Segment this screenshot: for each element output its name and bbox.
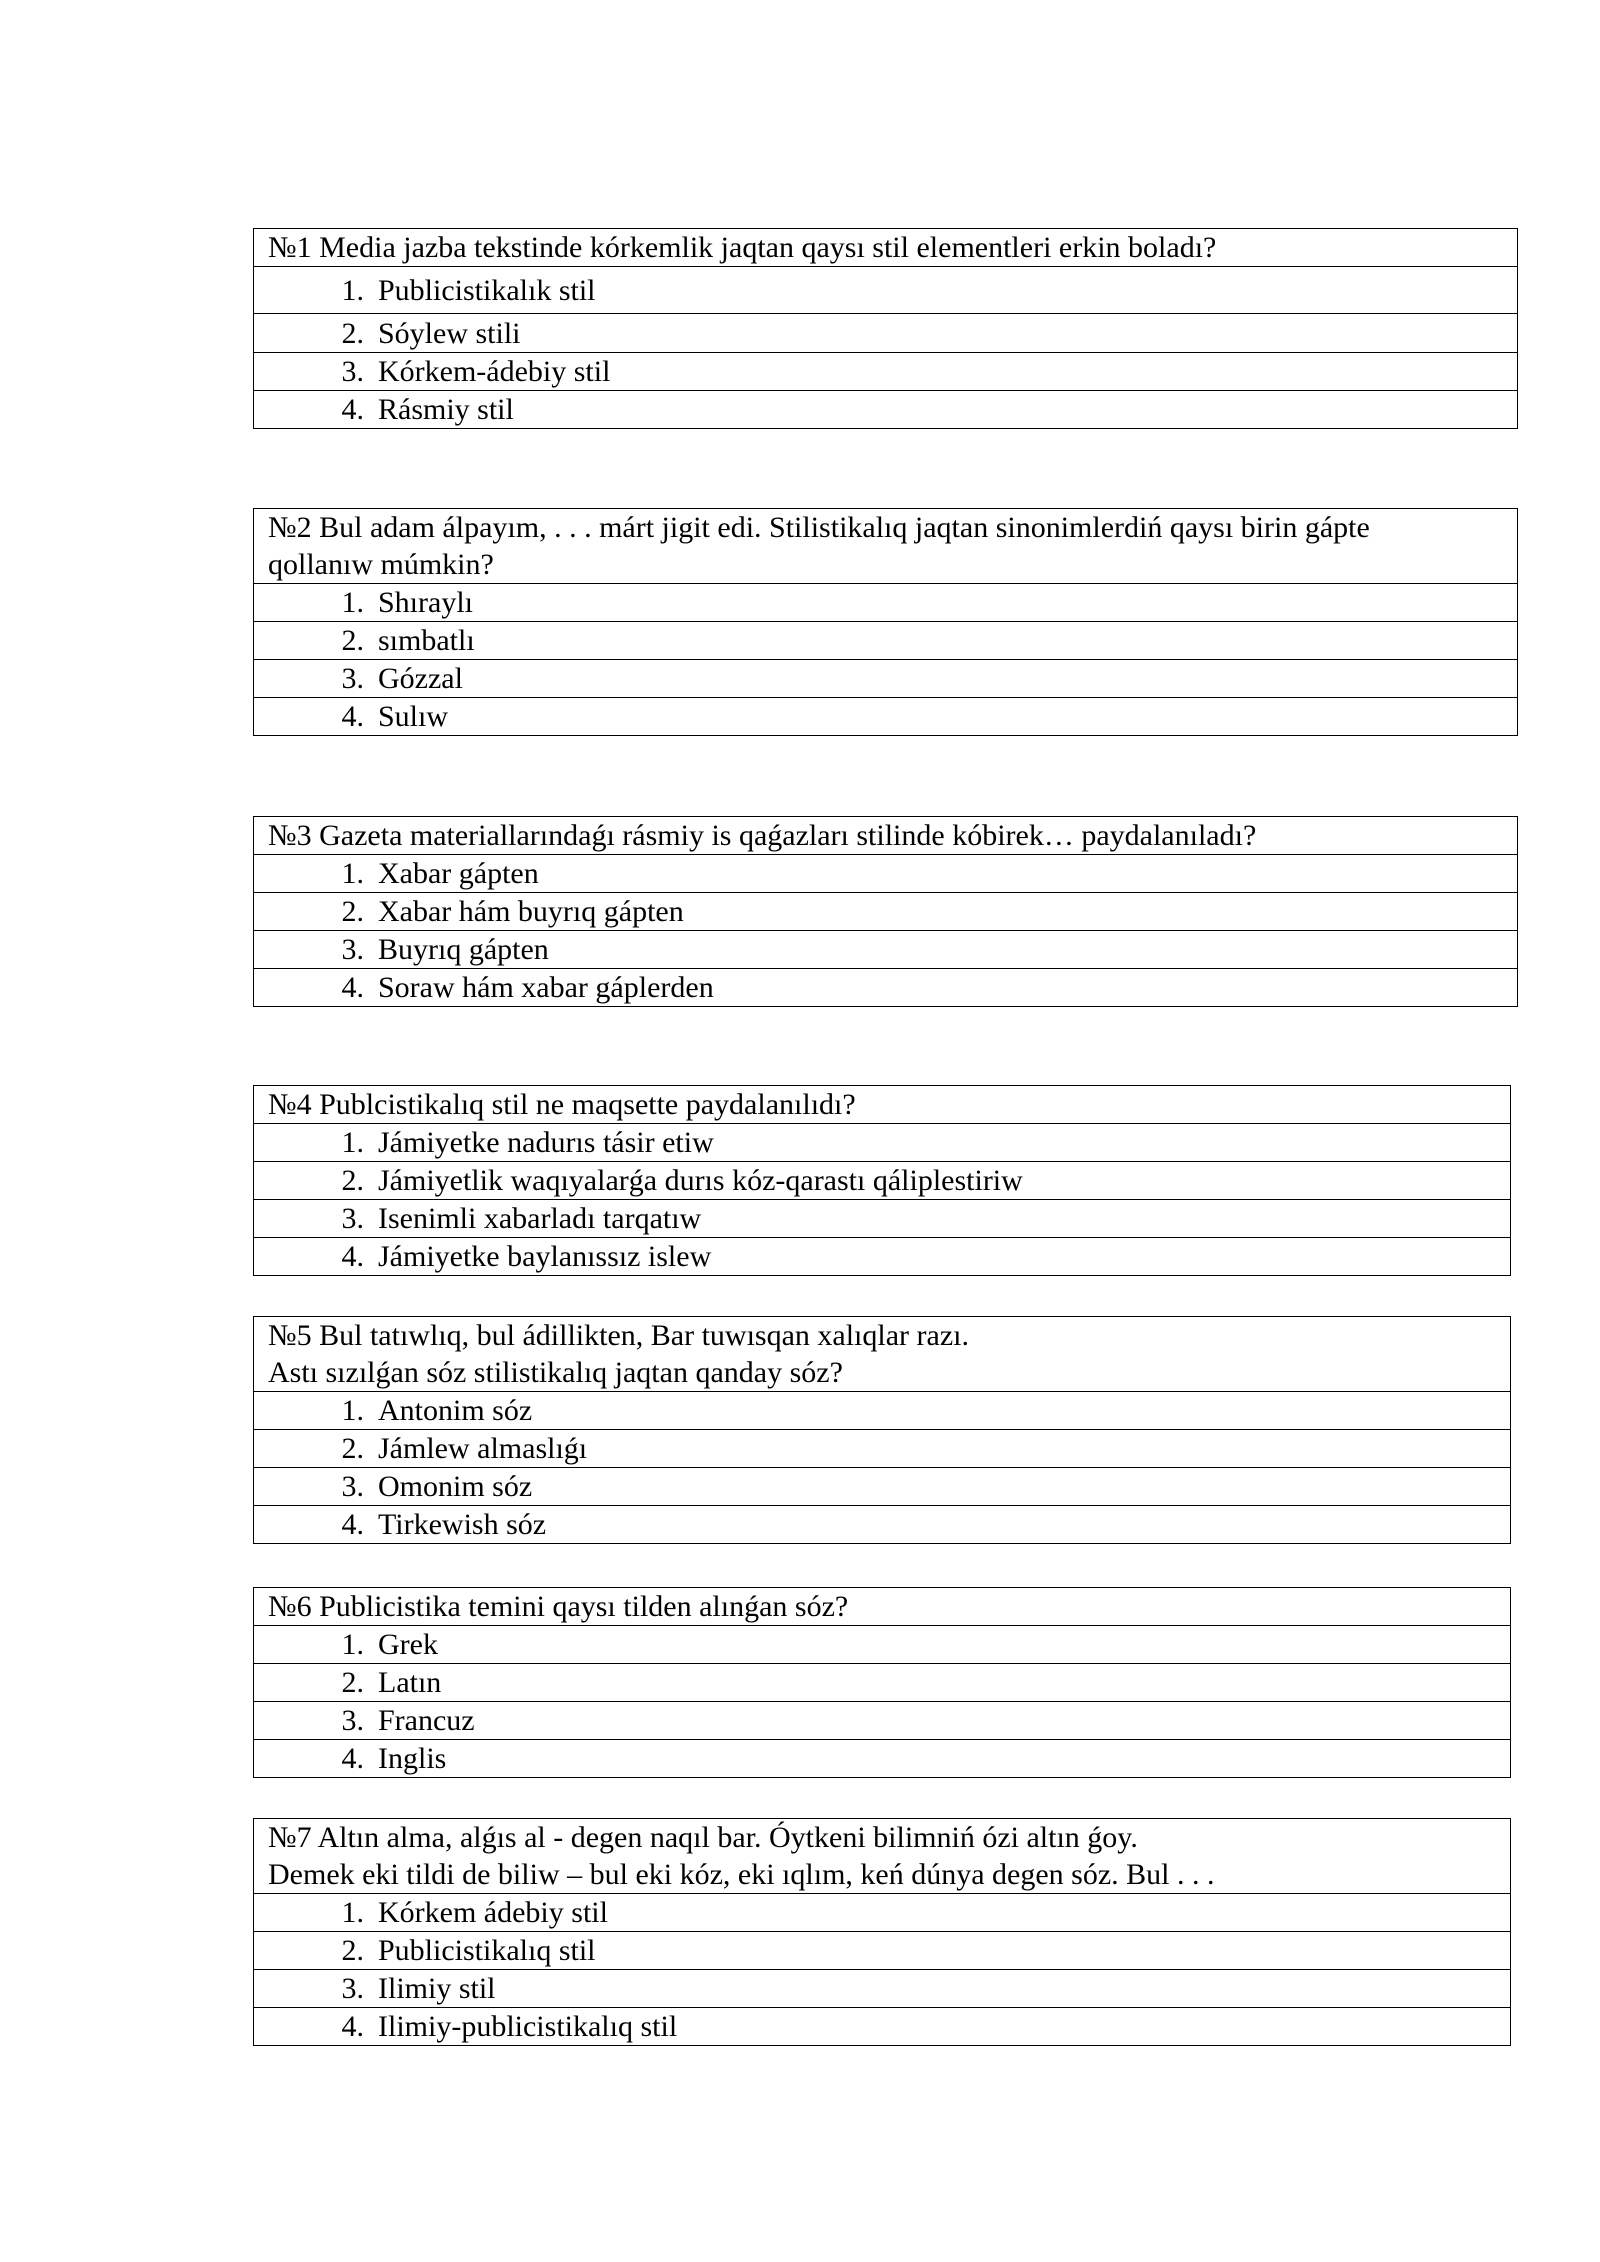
- option-number: 1.: [341, 1628, 364, 1661]
- answer-option-2[interactable]: [254, 314, 1518, 353]
- option-number: 2.: [341, 316, 364, 350]
- answer-option-4[interactable]: [254, 969, 1518, 1007]
- option-text: Xabar hám buyrıq gápten: [378, 895, 684, 928]
- option-number: 4.: [341, 1240, 364, 1273]
- option-text: Antonim sóz: [378, 1394, 533, 1427]
- option-text: Tirkewish sóz: [378, 1508, 547, 1541]
- answer-option-4[interactable]: [254, 391, 1518, 429]
- answer-option-4[interactable]: [254, 1238, 1511, 1276]
- option-text: Ilimiy stil: [378, 1972, 496, 2005]
- question-block-6: [253, 1587, 1511, 1778]
- question-line: №3 Gazeta materiallarındaǵı rásmiy is qaǵazları stilinde kóbirek… paydalanıladı?: [268, 819, 1257, 852]
- question-text: [254, 1317, 1511, 1392]
- option-number: 1.: [341, 1896, 364, 1929]
- answer-option-3[interactable]: [254, 353, 1518, 391]
- option-number: 2.: [341, 1934, 364, 1967]
- option-text: Buyrıq gápten: [378, 933, 549, 966]
- answer-option-3[interactable]: [254, 1702, 1511, 1740]
- question-text: [254, 229, 1518, 267]
- option-text: Shıraylı: [378, 586, 473, 619]
- option-text: Jámiyetlik waqıyalarǵa durıs kóz-qarastı qáliplestiriw: [378, 1164, 1023, 1197]
- option-number: 2.: [341, 1666, 364, 1699]
- option-text: Sóylew stili: [378, 316, 521, 350]
- option-number: 2.: [341, 1432, 364, 1465]
- option-text: Omonim sóz: [378, 1470, 533, 1503]
- answer-option-4[interactable]: [254, 2008, 1511, 2046]
- option-number: 1.: [341, 586, 364, 619]
- option-number: 1.: [341, 1126, 364, 1159]
- answer-option-3[interactable]: [254, 1468, 1511, 1506]
- question-line: №5 Bul tatıwlıq, bul ádillikten, Bar tuwısqan xalıqlar razı.: [268, 1319, 969, 1352]
- option-number: 1.: [341, 273, 364, 307]
- option-number: 4.: [341, 1508, 364, 1541]
- option-text: Latın: [378, 1666, 442, 1699]
- option-text: Isenimli xabarladı tarqatıw: [378, 1202, 702, 1235]
- option-number: 2.: [341, 895, 364, 928]
- option-number: 3.: [341, 1972, 364, 2005]
- question-block-3: [253, 816, 1518, 1007]
- option-text: Kórkem ádebiy stil: [378, 1896, 608, 1929]
- answer-option-1[interactable]: [254, 584, 1518, 622]
- option-text: Gózzal: [378, 662, 463, 695]
- question-block-7: [253, 1818, 1511, 2046]
- option-number: 4.: [341, 1742, 364, 1775]
- question-block-1: [253, 228, 1518, 429]
- option-number: 4.: [341, 393, 364, 426]
- answer-option-2[interactable]: [254, 622, 1518, 660]
- answer-option-2[interactable]: [254, 1932, 1511, 1970]
- answer-option-3[interactable]: [254, 660, 1518, 698]
- option-number: 2.: [341, 624, 364, 657]
- answer-option-4[interactable]: [254, 698, 1518, 736]
- answer-option-1[interactable]: [254, 267, 1518, 314]
- option-number: 1.: [341, 857, 364, 890]
- answer-option-2[interactable]: [254, 893, 1518, 931]
- option-text: Jámiyetke baylanıssız islew: [378, 1240, 712, 1273]
- answer-option-1[interactable]: [254, 1894, 1511, 1932]
- question-text: [254, 509, 1518, 584]
- answer-option-1[interactable]: [254, 1124, 1511, 1162]
- question-text: [254, 1588, 1511, 1626]
- option-text: Soraw hám xabar gáplerden: [378, 971, 714, 1004]
- option-number: 3.: [341, 1704, 364, 1737]
- option-text: Rásmiy stil: [378, 393, 514, 426]
- option-text: Grek: [378, 1628, 438, 1661]
- option-text: Inglis: [378, 1742, 447, 1775]
- question-text: [254, 817, 1518, 855]
- question-line: №6 Publicistika temini qaysı tilden alınǵan sóz?: [268, 1590, 849, 1623]
- question-line: Astı sızılǵan sóz stilistikalıq jaqtan qanday sóz?: [268, 1356, 843, 1389]
- answer-option-4[interactable]: [254, 1506, 1511, 1544]
- option-number: 4.: [341, 2010, 364, 2043]
- question-block-2: [253, 508, 1518, 736]
- answer-option-1[interactable]: [254, 1626, 1511, 1664]
- option-text: Xabar gápten: [378, 857, 539, 890]
- option-text: Publicistikalıq stil: [378, 1934, 596, 1967]
- question-text: [254, 1086, 1511, 1124]
- option-text: Jámiyetke nadurıs tásir etiw: [378, 1126, 714, 1159]
- option-text: Sulıw: [378, 700, 449, 733]
- answer-option-3[interactable]: [254, 1200, 1511, 1238]
- question-line: qollanıw múmkin?: [268, 548, 494, 581]
- question-block-4: [253, 1085, 1511, 1276]
- question-block-5: [253, 1316, 1511, 1544]
- option-text: Jámlew almaslıǵı: [378, 1432, 588, 1465]
- answer-option-2[interactable]: [254, 1664, 1511, 1702]
- question-line: №1 Media jazba tekstinde kórkemlik jaqtan qaysı stil elementleri erkin boladı?: [268, 231, 1217, 264]
- question-line: №7 Altın alma, alǵıs al - degen naqıl bar. Óytkeni bilimniń ózi altın ǵoy.: [268, 1821, 1138, 1854]
- answer-option-4[interactable]: [254, 1740, 1511, 1778]
- question-line: Demek eki tildi de biliw – bul eki kóz, eki ıqlım, keń dúnya degen sóz. Bul . . .: [268, 1858, 1215, 1891]
- question-line: №2 Bul adam álpayım, . . . márt jigit edi. Stilistikalıq jaqtan sinonimlerdiń qaysı birin gápte: [268, 511, 1370, 544]
- question-line: №4 Publcistikalıq stil ne maqsette paydalanılıdı?: [268, 1088, 856, 1121]
- option-number: 3.: [341, 933, 364, 966]
- option-text: Ilimiy-publicistikalıq stil: [378, 2010, 678, 2043]
- option-number: 3.: [341, 1202, 364, 1235]
- option-text: Publicistikalık stil: [378, 273, 596, 307]
- option-number: 3.: [341, 1470, 364, 1503]
- answer-option-3[interactable]: [254, 931, 1518, 969]
- option-number: 3.: [341, 355, 364, 388]
- answer-option-2[interactable]: [254, 1430, 1511, 1468]
- option-number: 1.: [341, 1394, 364, 1427]
- option-number: 2.: [341, 1164, 364, 1197]
- option-number: 3.: [341, 662, 364, 695]
- answer-option-3[interactable]: [254, 1970, 1511, 2008]
- answer-option-1[interactable]: [254, 1392, 1511, 1430]
- option-number: 4.: [341, 700, 364, 733]
- answer-option-2[interactable]: [254, 1162, 1511, 1200]
- option-text: sımbatlı: [378, 624, 475, 657]
- option-text: Kórkem-ádebiy stil: [378, 355, 611, 388]
- option-number: 4.: [341, 971, 364, 1004]
- answer-option-1[interactable]: [254, 855, 1518, 893]
- question-text: [254, 1819, 1511, 1894]
- option-text: Francuz: [378, 1704, 475, 1737]
